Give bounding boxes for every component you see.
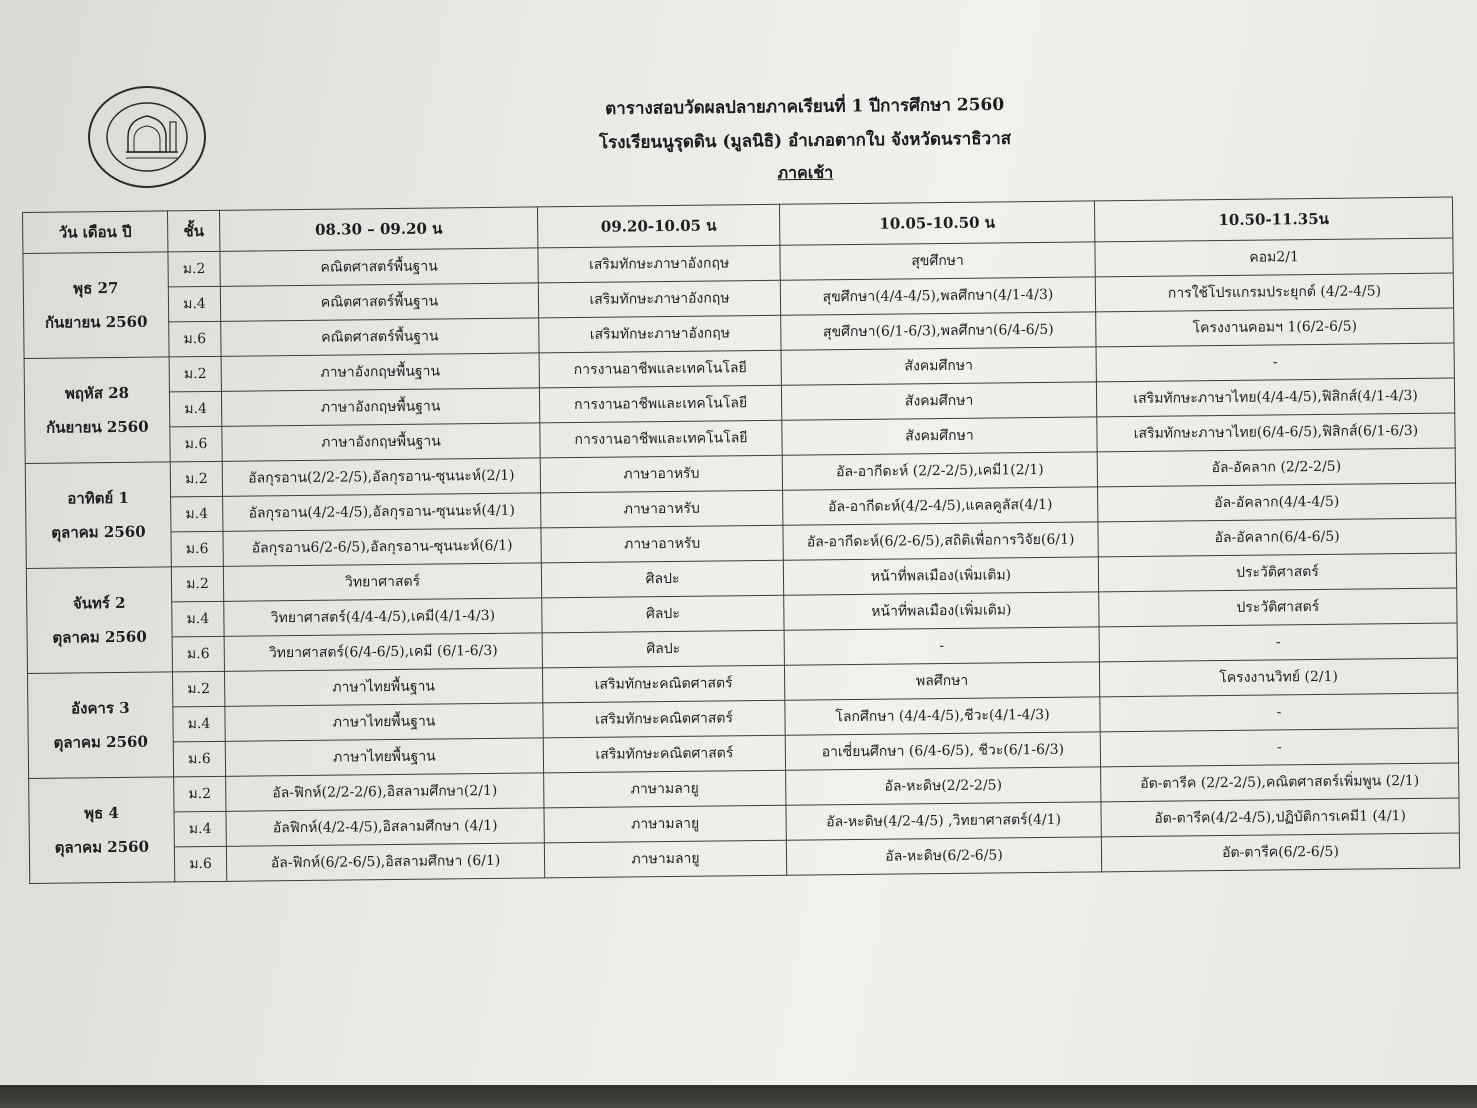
subject-cell: คณิตศาสตร์พื้นฐาน: [220, 248, 538, 286]
day-cell: [26, 567, 172, 674]
subject-cell: คณิตศาสตร์พื้นฐาน: [220, 283, 538, 321]
subject-cell: เสริมทักษะคณิตศาสตร์: [543, 735, 785, 773]
subject-cell: ภาษาอังกฤษพื้นฐาน: [221, 353, 539, 391]
subject-cell: โลกศึกษา (4/4-4/5),ชีวะ(4/1-4/3): [785, 697, 1100, 735]
subject-cell: เสริมทักษะภาษาไทย(4/4-4/5),ฟิสิกส์(4/1-4/3): [1096, 378, 1454, 417]
exam-schedule-table: [22, 197, 1460, 884]
document-header: [480, 89, 1131, 190]
subject-cell: เสริมทักษะภาษาอังกฤษ: [538, 245, 780, 283]
subject-cell: ภาษาไทยพื้นฐาน: [225, 703, 543, 741]
grade-cell: ม.4: [172, 601, 224, 637]
subject-cell: อัลกุรอาน(2/2-2/5),อัลกุรอาน-ซุนนะห์(2/1): [222, 458, 540, 496]
subject-cell: วิทยาศาสตร์(4/4-4/5),เคมี(4/1-4/3): [224, 598, 542, 636]
subject-cell: สังคมศึกษา: [782, 417, 1097, 455]
subject-cell: เสริมทักษะคณิตศาสตร์: [543, 700, 785, 738]
subject-cell: อัล-อัคลาก(4/4-4/5): [1098, 483, 1456, 522]
subject-cell: อัต-ตารีค (2/2-2/5),คณิตศาสตร์เพิ่มพูน (2/1): [1101, 763, 1459, 802]
subject-cell: อัต-ตารีค(6/2-6/5): [1101, 833, 1459, 872]
day-cell: [27, 672, 173, 779]
grade-cell: ม.4: [169, 391, 221, 427]
subject-cell: อัล-หะดิษ(4/2-4/5) ,วิทยาศาสตร์(4/1): [786, 802, 1101, 840]
day-month: ตุลาคม 2560: [53, 732, 148, 752]
grade-cell: ม.6: [173, 741, 225, 777]
day-month: ตุลาคม 2560: [52, 627, 147, 647]
grade-cell: ม.4: [174, 811, 226, 847]
subject-cell: -: [1099, 623, 1457, 662]
subject-cell: ภาษามลายู: [544, 805, 786, 843]
day-name: พุธ 4: [84, 803, 119, 823]
subject-cell: ภาษาอาหรับ: [541, 490, 783, 528]
subject-cell: ศิลปะ: [542, 630, 784, 668]
subject-cell: เสริมทักษะภาษาอังกฤษ: [539, 315, 781, 353]
grade-cell: ม.2: [172, 671, 224, 707]
subject-cell: อาเซี่ยนศึกษา (6/4-6/5), ชีวะ(6/1-6/3): [785, 732, 1100, 770]
subject-cell: พลศึกษา: [784, 662, 1099, 700]
grade-cell: ม.2: [171, 566, 223, 602]
day-name: อาทิตย์ 1: [67, 488, 129, 508]
day-name: อังคาร 3: [71, 698, 130, 718]
subject-cell: ภาษาไทยพื้นฐาน: [224, 668, 542, 706]
header-slot-4: 10.50-11.35น: [1094, 197, 1452, 242]
subject-cell: อัลฟิกห์(4/2-4/5),อิสลามศึกษา (4/1): [226, 808, 544, 846]
subject-cell: โครงงานวิทย์ (2/1): [1099, 658, 1457, 697]
grade-cell: ม.2: [174, 776, 226, 812]
header-slot-2: 09.20-10.05 น: [537, 204, 779, 248]
subject-cell: หน้าที่พลเมือง(เพิ่มเติม): [784, 592, 1099, 630]
school-seal-logo: [82, 82, 212, 192]
grade-cell: ม.6: [172, 636, 224, 672]
day-cell: [25, 462, 171, 569]
subject-cell: อัล-อัคลาก(6/4-6/5): [1098, 518, 1456, 557]
subject-cell: เสริมทักษะภาษาอังกฤษ: [538, 280, 780, 318]
subject-cell: อัล-หะดิษ(6/2-6/5): [786, 837, 1101, 875]
day-name: พฤหัส 28: [64, 383, 130, 403]
day-name: จันทร์ 2: [72, 593, 126, 613]
grade-cell: ม.2: [169, 356, 221, 392]
day-cell: [24, 357, 170, 464]
grade-cell: ม.2: [170, 461, 222, 497]
subject-cell: อัล-หะดิษ(2/2-2/5): [786, 767, 1101, 805]
subject-cell: ประวัติศาสตร์: [1098, 553, 1456, 592]
subject-cell: อัล-อัคลาก (2/2-2/5): [1097, 448, 1455, 487]
subject-cell: ภาษามลายู: [544, 770, 786, 808]
subject-cell: วิทยาศาสตร์: [223, 563, 541, 601]
subject-cell: ภาษาอังกฤษพื้นฐาน: [221, 388, 539, 426]
subject-cell: วิทยาศาสตร์(6/4-6/5),เคมี (6/1-6/3): [224, 633, 542, 671]
header-slot-1: 08.30 – 09.20 น: [219, 207, 537, 251]
subject-cell: เสริมทักษะภาษาไทย(6/4-6/5),ฟิสิกส์(6/1-6/3): [1097, 413, 1455, 452]
day-month: กันยายน 2560: [44, 312, 148, 332]
subject-cell: ภาษาอังกฤษพื้นฐาน: [222, 423, 540, 461]
subject-cell: สังคมศึกษา: [781, 347, 1096, 385]
subject-cell: -: [1096, 343, 1454, 382]
session-label: ภาคเช้า: [777, 162, 834, 183]
subject-cell: เสริมทักษะคณิตศาสตร์: [542, 665, 784, 703]
subject-cell: ภาษาอาหรับ: [540, 455, 782, 493]
header-slot-3: 10.05-10.50 น: [779, 201, 1094, 245]
subject-cell: อัล-อากีดะห์(4/2-4/5),แคลคูลัส(4/1): [783, 487, 1098, 525]
day-month: ตุลาคม 2560: [51, 522, 146, 542]
subject-cell: สุขศึกษา: [780, 242, 1095, 280]
grade-cell: ม.4: [168, 286, 220, 322]
subject-cell: ศิลปะ: [542, 595, 784, 633]
day-cell: [23, 252, 169, 359]
subject-cell: -: [1100, 728, 1458, 767]
subject-cell: อัต-ตารีค(4/2-4/5),ปฏิบัติการเคมี1 (4/1): [1101, 798, 1459, 837]
grade-cell: ม.4: [173, 706, 225, 742]
subject-cell: ภาษาไทยพื้นฐาน: [225, 738, 543, 776]
subject-cell: อัล-ฟิกห์(2/2-2/6),อิสลามศึกษา(2/1): [226, 773, 544, 811]
subject-cell: ประวัติศาสตร์: [1099, 588, 1457, 627]
day-month: กันยายน 2560: [45, 417, 149, 437]
subject-cell: อัลกุรอาน6/2-6/5),อัลกุรอาน-ซุนนะห์(6/1): [223, 528, 541, 566]
subject-cell: ศิลปะ: [541, 560, 783, 598]
header-grade: ชั้น: [167, 210, 219, 252]
subject-cell: คณิตศาสตร์พื้นฐาน: [221, 318, 539, 356]
desk-background: [0, 1085, 1477, 1108]
subject-cell: สุขศึกษา(6/1-6/3),พลศึกษา(6/4-6/5): [781, 312, 1096, 350]
subject-cell: อัลกุรอาน(4/2-4/5),อัลกุรอาน-ซุนนะห์(4/1): [223, 493, 541, 531]
subject-cell: การงานอาชีพและเทคโนโลยี: [540, 420, 782, 458]
exam-title: ตารางสอบวัดผลปลายภาคเรียนที่ 1 ปีการศึกษา 2560: [605, 94, 1005, 120]
subject-cell: การงานอาชีพและเทคโนโลยี: [539, 350, 781, 388]
subject-cell: หน้าที่พลเมือง(เพิ่มเติม): [783, 557, 1098, 595]
subject-cell: อัล-อากีดะห์(6/2-6/5),สถิติเพื่อการวิจัย(6/1): [783, 522, 1098, 560]
subject-cell: อัล-ฟิกห์(6/2-6/5),อิสลามศึกษา (6/1): [226, 843, 544, 881]
school-name: โรงเรียนนูรุดดิน (มูลนิธิ) อำเภอตากใบ จังหวัดนราธิวาส: [598, 128, 1012, 154]
subject-cell: สังคมศึกษา: [781, 382, 1096, 420]
grade-cell: ม.6: [170, 426, 222, 462]
day-name: พุธ 27: [73, 278, 119, 298]
grade-cell: ม.6: [174, 846, 226, 882]
grade-cell: ม.6: [171, 531, 223, 567]
subject-cell: การใช้โปรแกรมประยุกต์ (4/2-4/5): [1095, 273, 1453, 312]
subject-cell: -: [784, 627, 1099, 665]
subject-cell: สุขศึกษา(4/4-4/5),พลศึกษา(4/1-4/3): [780, 277, 1095, 315]
subject-cell: อัล-อากีดะห์ (2/2-2/5),เคมี1(2/1): [782, 452, 1097, 490]
day-month: ตุลาคม 2560: [54, 837, 150, 857]
grade-cell: ม.4: [171, 496, 223, 532]
subject-cell: การงานอาชีพและเทคโนโลยี: [539, 385, 781, 423]
subject-cell: โครงงานคอมฯ 1(6/2-6/5): [1096, 308, 1454, 347]
grade-cell: ม.2: [168, 251, 220, 287]
subject-cell: ภาษาอาหรับ: [541, 525, 783, 563]
grade-cell: ม.6: [169, 321, 221, 357]
header-day: วัน เดือน ปี: [23, 211, 168, 254]
subject-cell: ภาษามลายู: [544, 840, 786, 878]
day-cell: [29, 777, 175, 884]
subject-cell: คอม2/1: [1095, 238, 1453, 277]
subject-cell: -: [1100, 693, 1458, 732]
